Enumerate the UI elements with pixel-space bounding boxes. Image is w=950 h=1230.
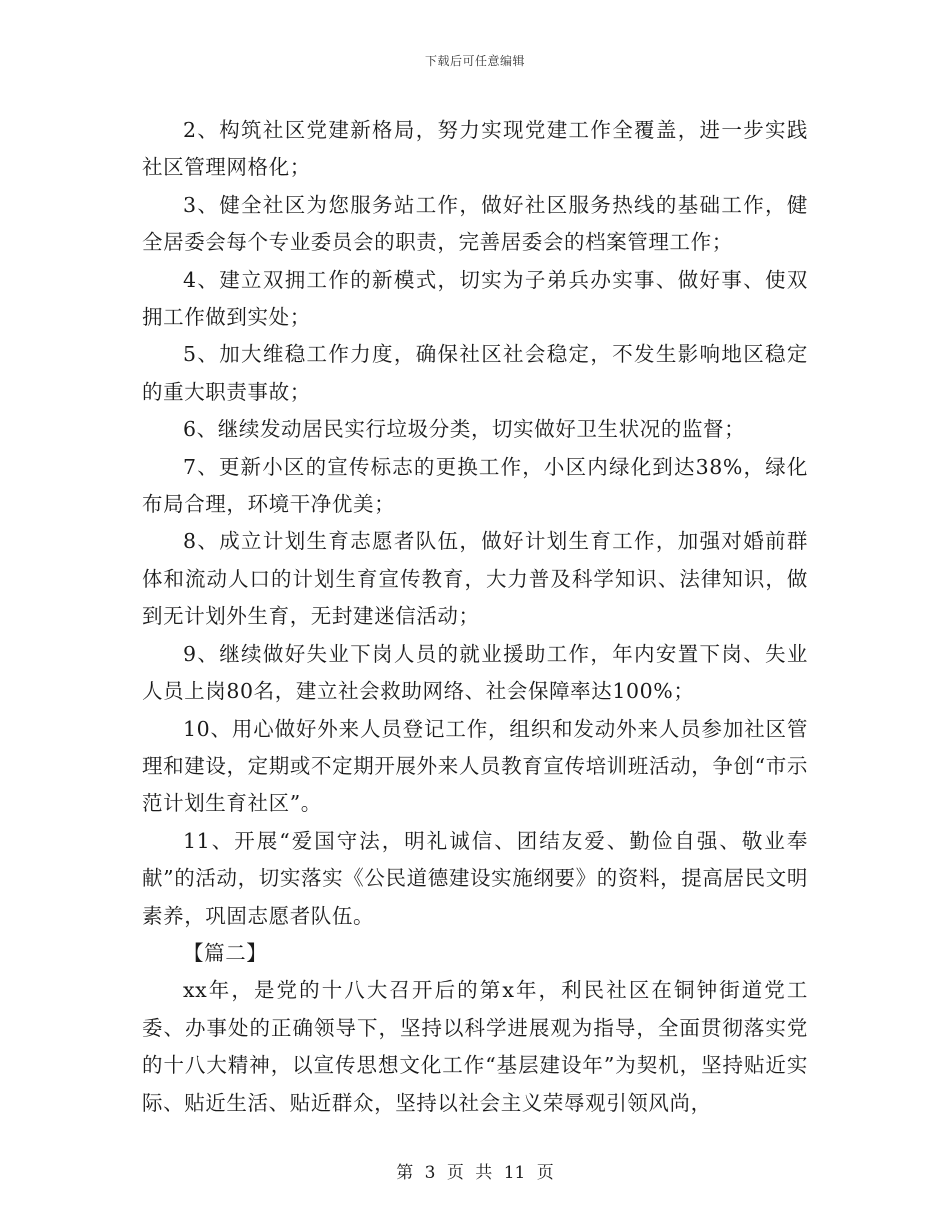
paragraph-item-7: 7、更新小区的宣传标志的更换工作，小区内绿化到达38%，绿化布局合理，环境干净优美； [142, 454, 808, 517]
document-body [142, 112, 808, 1122]
page-header: 下载后可任意编辑 [424, 54, 525, 68]
paragraph-item-4: 4、建立双拥工作的新模式，切实为子弟兵办实事、做好事、使双拥工作做到实处； [142, 267, 808, 330]
paragraph-item-2: 2、构筑社区党建新格局，努力实现党建工作全覆盖，进一步实践社区管理网格化； [142, 118, 808, 180]
page-number-footer: 第 3 页 共 11 页 [396, 1163, 554, 1183]
paragraph-item-6: 6、继续发动居民实行垃圾分类，切实做好卫生状况的监督； [183, 417, 746, 442]
paragraph-item-5: 5、加大维稳工作力度，确保社区社会稳定，不发生影响地区稳定的重大职责事故； [142, 342, 808, 404]
paragraph-item-11: 11、开展“爱国守法，明礼诚信、团结友爱、勤俭自强、敬业奉献”的活动，切实落实《公民道德建设实施纲要》的资料，提高居民文明素养，巩固志愿者队伍。 [142, 828, 808, 928]
paragraph-item-10: 10、用心做好外来人员登记工作，组织和发动外来人员参加社区管理和建设，定期或不定期开展外来人员教育宣传培训班活动，争创“市示范计划生育社区”。 [142, 716, 808, 816]
paragraph-part-two-intro: xx年，是党的十八大召开后的第x年，利民社区在铜钟街道党工委、办事处的正确领导下，坚持以科学进展观为指导，全面贯彻落实党的十八大精神，以宣传思想文化工作“基层建设年”为契机，坚持贴近实际、贴近生活、贴近群众，坚持以社会主义荣辱观引领风尚， [142, 978, 808, 1115]
paragraph-item-3: 3、健全社区为您服务站工作，做好社区服务热线的基础工作，健全居委会每个专业委员会的职责，完善居委会的档案管理工作； [142, 192, 808, 255]
paragraph-item-8: 8、成立计划生育志愿者队伍，做好计划生育工作，加强对婚前群体和流动人口的计划生育宣传教育，大力普及科学知识、法律知识，做到无计划外生育，无封建迷信活动； [142, 529, 808, 629]
section-heading-part-two: 【篇二】 [183, 940, 268, 965]
paragraph-item-9: 9、继续做好失业下岗人员的就业援助工作，年内安置下岗、失业人员上岗80名，建立社会救助网络、社会保障率达100%； [142, 641, 808, 704]
